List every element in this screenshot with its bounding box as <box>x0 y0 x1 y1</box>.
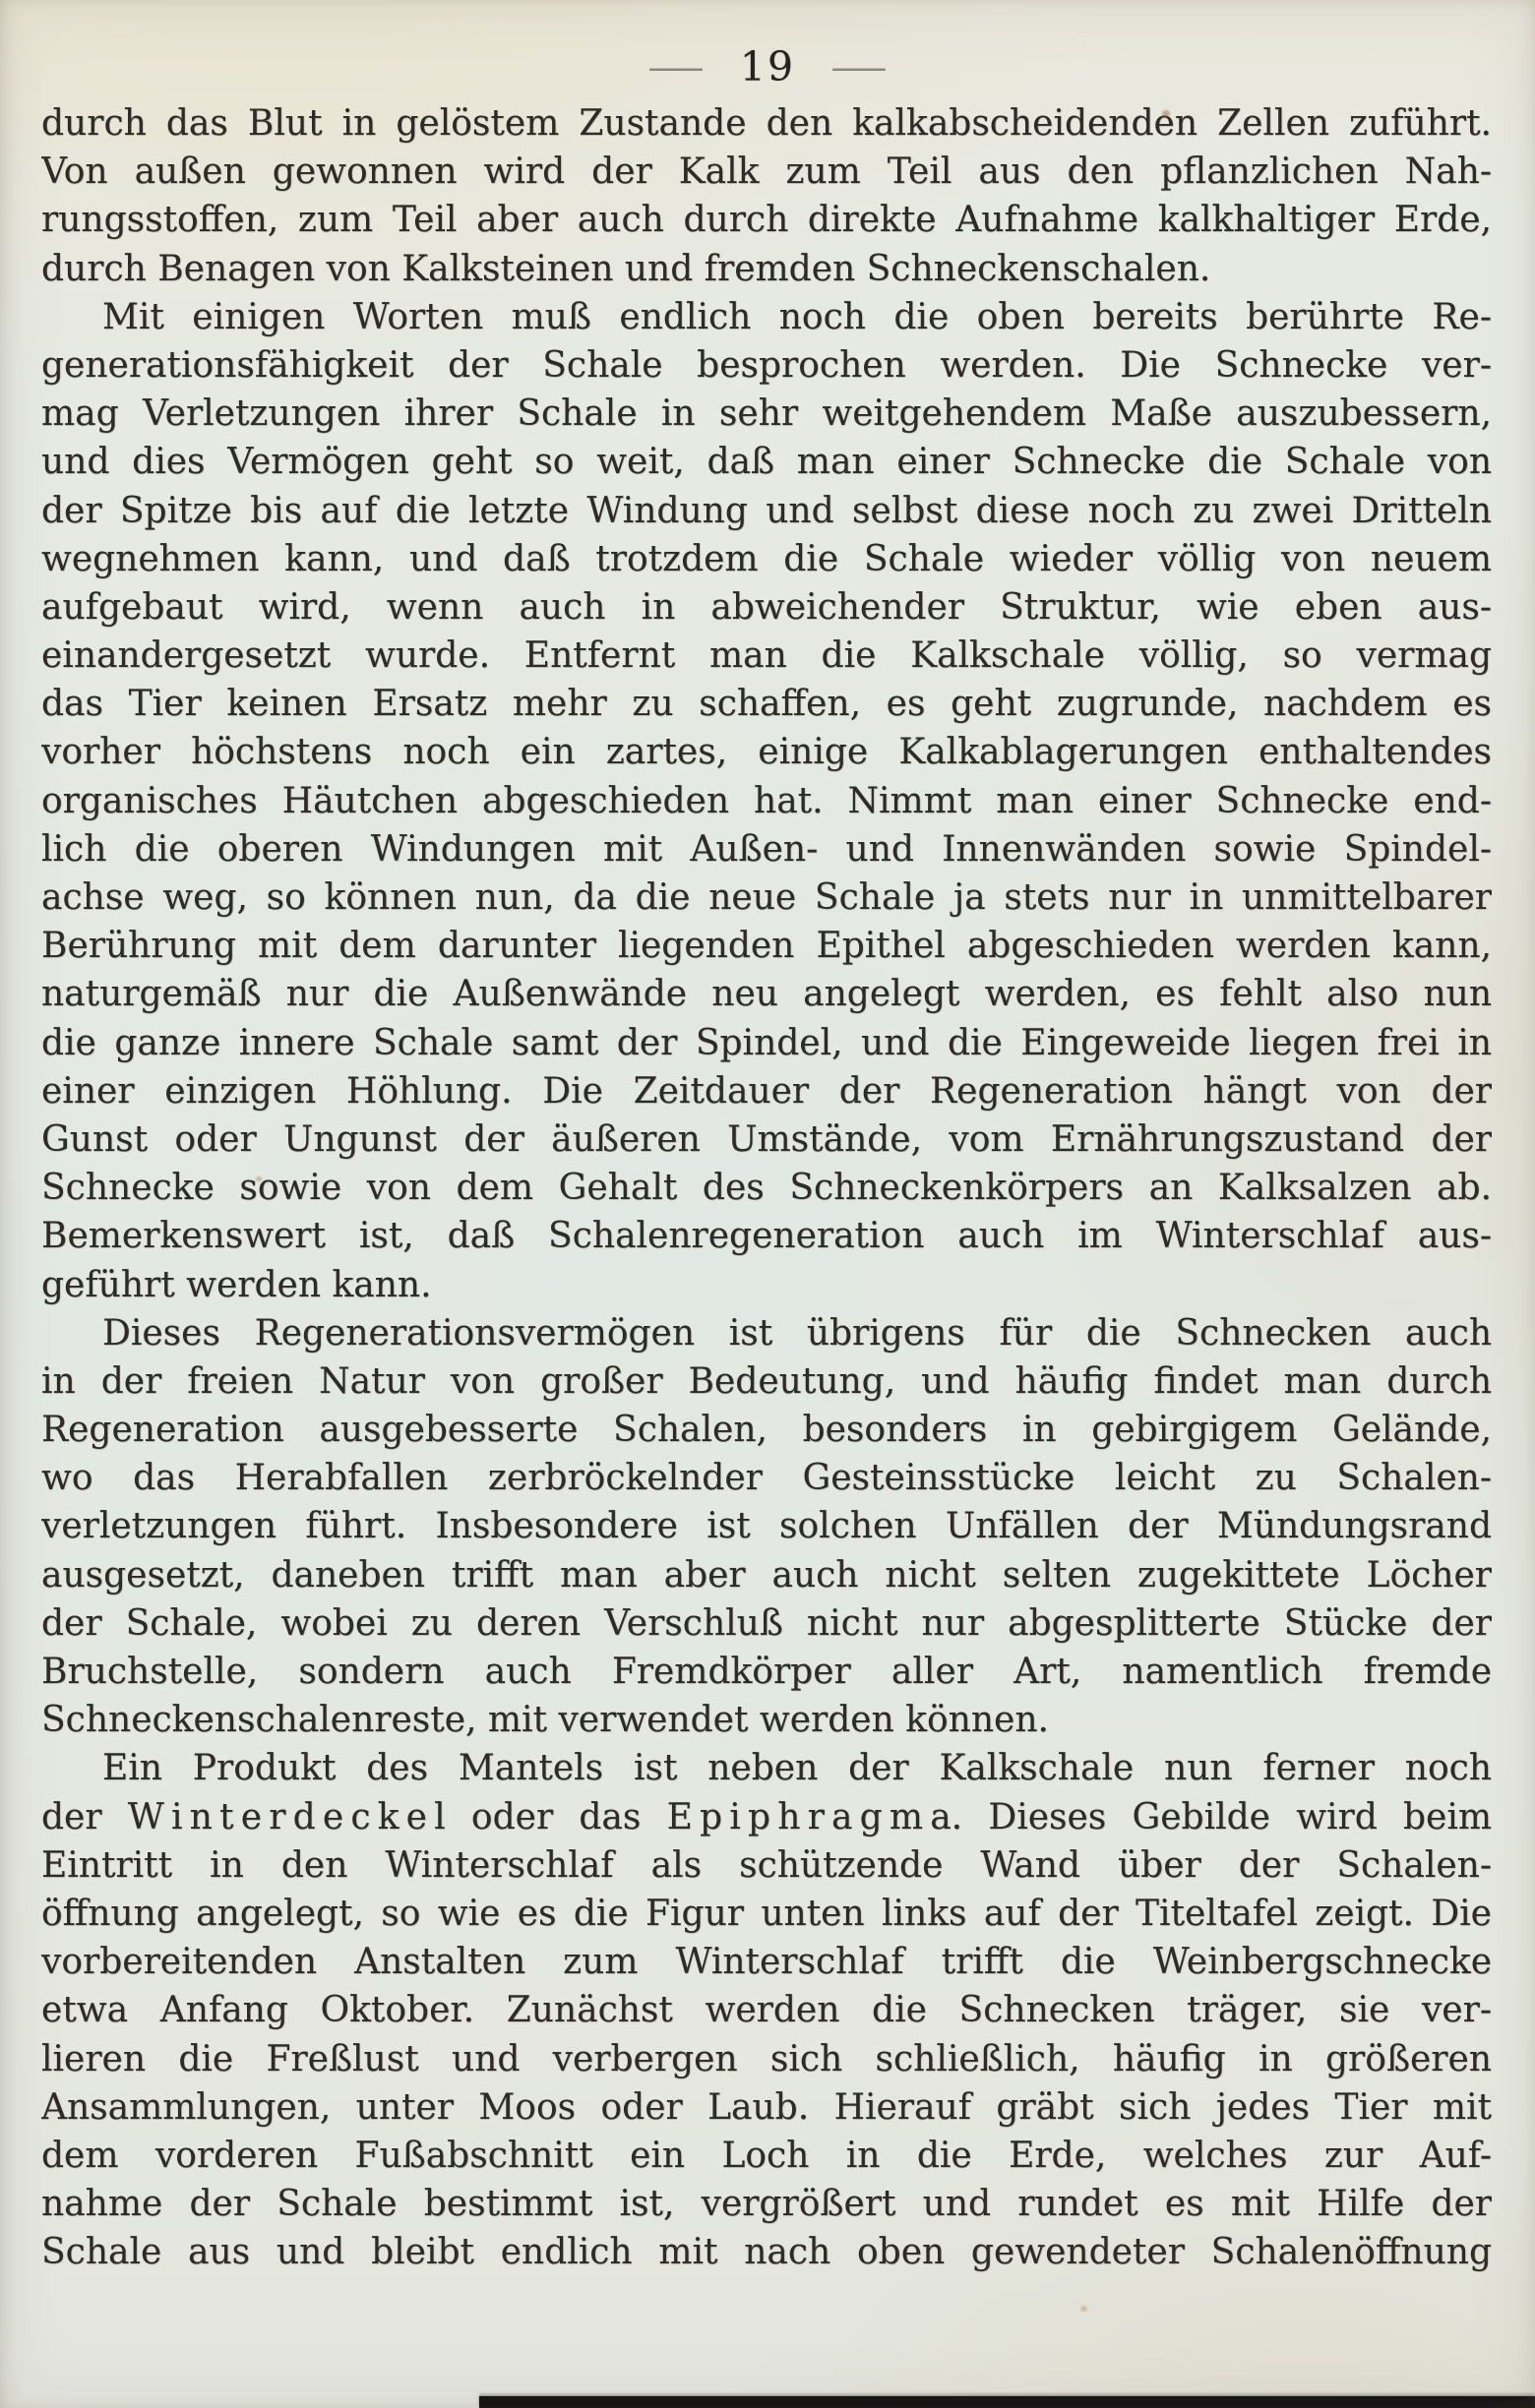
text-line: etwa Anfang Oktober. Zunächst werden die Schnecken träger, sie ver- <box>41 1990 1492 2031</box>
text-line: Bruchstelle, sondern auch Fremdkörper aller Art, namentlich fremde <box>41 1652 1492 1692</box>
scan-edge-artifact <box>479 2396 1535 2408</box>
text-line: Bemerkenswert ist, daß Schalenregeneration auch im Winterschlaf aus- <box>41 1216 1492 1257</box>
paper-speck <box>1080 2306 1087 2312</box>
text-line: Von außen gewonnen wird der Kalk zum Teil aus den pflanzlichen Nah- <box>41 151 1492 193</box>
header-rule-left: — <box>646 45 706 89</box>
text-line: organisches Häutchen abgeschieden hat. Nimmt man einer Schnecke end- <box>41 780 1492 821</box>
text-line: durch das Blut in gelöstem Zustande den kalkabscheidenden Zellen zuführt. <box>41 103 1492 144</box>
text-line: generationsfähigkeit der Schale besprochen werden. Die Schnecke ver- <box>41 344 1492 386</box>
text-line: Schale aus und bleibt endlich mit nach oben gewendeter Schalenöffnung <box>41 2232 1492 2273</box>
text-line: rungsstoffen, zum Teil aber auch durch direkte Aufnahme kalkhaltiger Erde, <box>41 200 1492 241</box>
paragraph <box>41 293 1492 1309</box>
text-line: der W i n t e r d e c k e l oder das E p i p h r a g m a. Dieses Gebilde wird beim <box>41 1796 1492 1837</box>
text-line: Mit einigen Worten muß endlich noch die oben bereits berührte Re- <box>102 296 1492 337</box>
text-block <box>41 99 1492 2276</box>
text-line: öffnung angelegt, so wie es die Figur unten links auf der Titeltafel zeigt. Die <box>41 1893 1492 1934</box>
text-line: Ansammlungen, unter Moos oder Laub. Hierauf gräbt sich jedes Tier mit <box>41 2086 1492 2128</box>
text-line: verletzungen führt. Insbesondere ist solchen Unfällen der Mündungsrand <box>41 1506 1492 1547</box>
page-header <box>0 43 1535 90</box>
page-number: 19 <box>739 43 796 90</box>
text-line: das Tier keinen Ersatz mehr zu schaffen, es geht zugrunde, nachdem es <box>41 684 1492 725</box>
text-line: aufgebaut wird, wenn auch in abweichender Struktur, wie eben aus- <box>41 586 1492 628</box>
text-line: ausgesetzt, daneben trifft man aber auch nicht selten zugekittete Löcher <box>41 1554 1492 1595</box>
paragraph <box>41 99 1492 293</box>
header-rule-right: — <box>829 45 889 89</box>
text-line: lieren die Freßlust und verbergen sich schließlich, häufig in größeren <box>41 2038 1492 2079</box>
paragraph <box>41 1744 1492 2276</box>
text-line: der Spitze bis auf die letzte Windung und selbst diese noch zu zwei Dritteln <box>41 490 1492 531</box>
text-line: die ganze innere Schale samt der Spindel, und die Eingeweide liegen frei in <box>41 1022 1492 1063</box>
text-line: geführt werden kann. <box>41 1264 432 1305</box>
text-line: wegnehmen kann, und daß trotzdem die Schale wieder völlig von neuem <box>41 538 1492 579</box>
text-line: Schnecke sowie von dem Gehalt des Schneckenkörpers an Kalksalzen ab. <box>41 1168 1492 1209</box>
text-line: Ein Produkt des Mantels ist neben der Kalkschale nun ferner noch <box>102 1748 1492 1789</box>
text-line: einandergesetzt wurde. Entfernt man die Kalkschale völlig, so vermag <box>41 635 1492 677</box>
text-line: Berührung mit dem darunter liegenden Epithel abgeschieden werden kann, <box>41 926 1492 967</box>
text-line: wo das Herabfallen zerbröckelnder Gesteinsstücke leicht zu Schalen- <box>41 1458 1492 1499</box>
text-line: und dies Vermögen geht so weit, daß man einer Schnecke die Schale von <box>41 442 1492 483</box>
text-line: dem vorderen Fußabschnitt ein Loch in die Erde, welches zur Auf- <box>41 2135 1492 2176</box>
text-line: Dieses Regenerationsvermögen ist übrigens für die Schnecken auch <box>102 1312 1492 1354</box>
text-line: der Schale, wobei zu deren Verschluß nicht nur abgesplitterte Stücke der <box>41 1602 1492 1644</box>
text-line: lich die oberen Windungen mit Außen- und Innenwänden sowie Spindel- <box>41 828 1492 870</box>
paragraph <box>41 1309 1492 1745</box>
text-line: naturgemäß nur die Außenwände neu angelegt werden, es fehlt also nun <box>41 974 1492 1015</box>
text-line: achse weg, so können nun, da die neue Schale ja stets nur in unmittelbarer <box>41 877 1492 918</box>
text-line: in der freien Natur von großer Bedeutung, und häufig findet man durch <box>41 1360 1492 1402</box>
text-line: vorher höchstens noch ein zartes, einige Kalkablagerungen enthaltendes <box>41 732 1492 773</box>
text-line: mag Verletzungen ihrer Schale in sehr weitgehendem Maße auszubessern, <box>41 393 1492 435</box>
text-line: Gunst oder Ungunst der äußeren Umstände, vom Ernährungszustand der <box>41 1118 1492 1160</box>
text-line: Regeneration ausgebesserte Schalen, besonders in gebirgigem Gelände, <box>41 1410 1492 1451</box>
text-line: vorbereitenden Anstalten zum Winterschlaf trifft die Weinbergschnecke <box>41 1942 1492 1983</box>
text-line: Eintritt in den Winterschlaf als schützende Wand über der Schalen- <box>41 1844 1492 1886</box>
text-line: einer einzigen Höhlung. Die Zeitdauer der Regeneration hängt von der <box>41 1070 1492 1112</box>
text-line: nahme der Schale bestimmt ist, vergrößert und rundet es mit Hilfe der <box>41 2184 1492 2225</box>
text-line: durch Benagen von Kalksteinen und fremden Schneckenschalen. <box>41 248 1211 289</box>
text-line: Schneckenschalenreste, mit verwendet werden können. <box>41 1700 1049 1741</box>
